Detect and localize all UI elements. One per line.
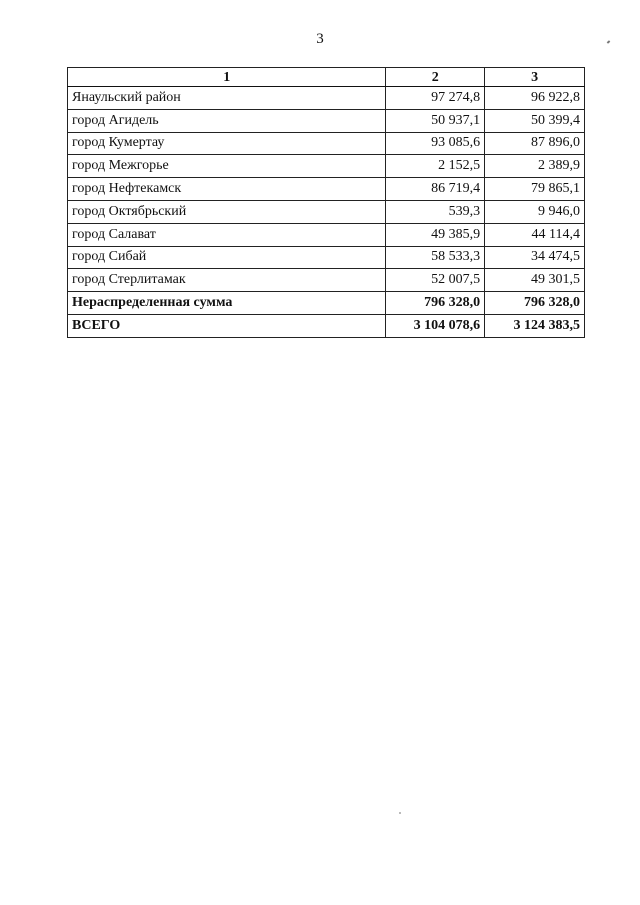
row-name-cell: город Сибай — [68, 246, 386, 269]
page-number: 3 — [316, 31, 324, 47]
table-header-row — [68, 68, 585, 87]
row-value-col3-cell: 3 124 383,5 — [485, 314, 585, 337]
row-name-cell: город Агидель — [68, 109, 386, 132]
row-value-col2-cell: 2 152,5 — [386, 155, 485, 178]
row-name-cell: город Стерлитамак — [68, 269, 386, 292]
row-value-col3-cell: 34 474,5 — [485, 246, 585, 269]
row-name-cell: Нераспределенная сумма — [68, 292, 386, 315]
row-value-col2-cell: 97 274,8 — [386, 87, 485, 110]
row-value-col3-cell: 9 946,0 — [485, 200, 585, 223]
row-value-col2-cell: 52 007,5 — [386, 269, 485, 292]
column-header-2: 2 — [386, 68, 485, 87]
table-row — [68, 132, 585, 155]
table-row — [68, 246, 585, 269]
row-value-col2-cell: 539,3 — [386, 200, 485, 223]
row-value-col2-cell: 3 104 078,6 — [386, 314, 485, 337]
scan-artifact-dot — [399, 812, 401, 814]
table-body — [68, 87, 585, 338]
table-row — [68, 292, 585, 315]
row-name-cell: город Кумертау — [68, 132, 386, 155]
row-value-col3-cell: 79 865,1 — [485, 178, 585, 201]
row-value-col2-cell: 58 533,3 — [386, 246, 485, 269]
row-name-cell: город Октябрьский — [68, 200, 386, 223]
row-name-cell: город Салават — [68, 223, 386, 246]
row-value-col2-cell: 93 085,6 — [386, 132, 485, 155]
row-value-col3-cell: 2 389,9 — [485, 155, 585, 178]
row-value-col2-cell: 50 937,1 — [386, 109, 485, 132]
table-row — [68, 155, 585, 178]
row-value-col3-cell: 87 896,0 — [485, 132, 585, 155]
row-value-col2-cell: 49 385,9 — [386, 223, 485, 246]
row-value-col3-cell: 49 301,5 — [485, 269, 585, 292]
row-name-cell: Янаульский район — [68, 87, 386, 110]
row-value-col3-cell: 44 114,4 — [485, 223, 585, 246]
row-name-cell: город Нефтекамск — [68, 178, 386, 201]
row-value-col3-cell: 50 399,4 — [485, 109, 585, 132]
row-value-col2-cell: 86 719,4 — [386, 178, 485, 201]
table-row — [68, 269, 585, 292]
column-header-1: 1 — [68, 68, 386, 87]
table-row — [68, 178, 585, 201]
row-value-col2-cell: 796 328,0 — [386, 292, 485, 315]
table-row — [68, 200, 585, 223]
table-row — [68, 314, 585, 337]
budget-table — [67, 67, 585, 338]
row-name-cell: город Межгорье — [68, 155, 386, 178]
table-row — [68, 87, 585, 110]
table-row — [68, 109, 585, 132]
table-row — [68, 223, 585, 246]
column-header-3: 3 — [485, 68, 585, 87]
row-value-col3-cell: 796 328,0 — [485, 292, 585, 315]
row-name-cell: ВСЕГО — [68, 314, 386, 337]
row-value-col3-cell: 96 922,8 — [485, 87, 585, 110]
